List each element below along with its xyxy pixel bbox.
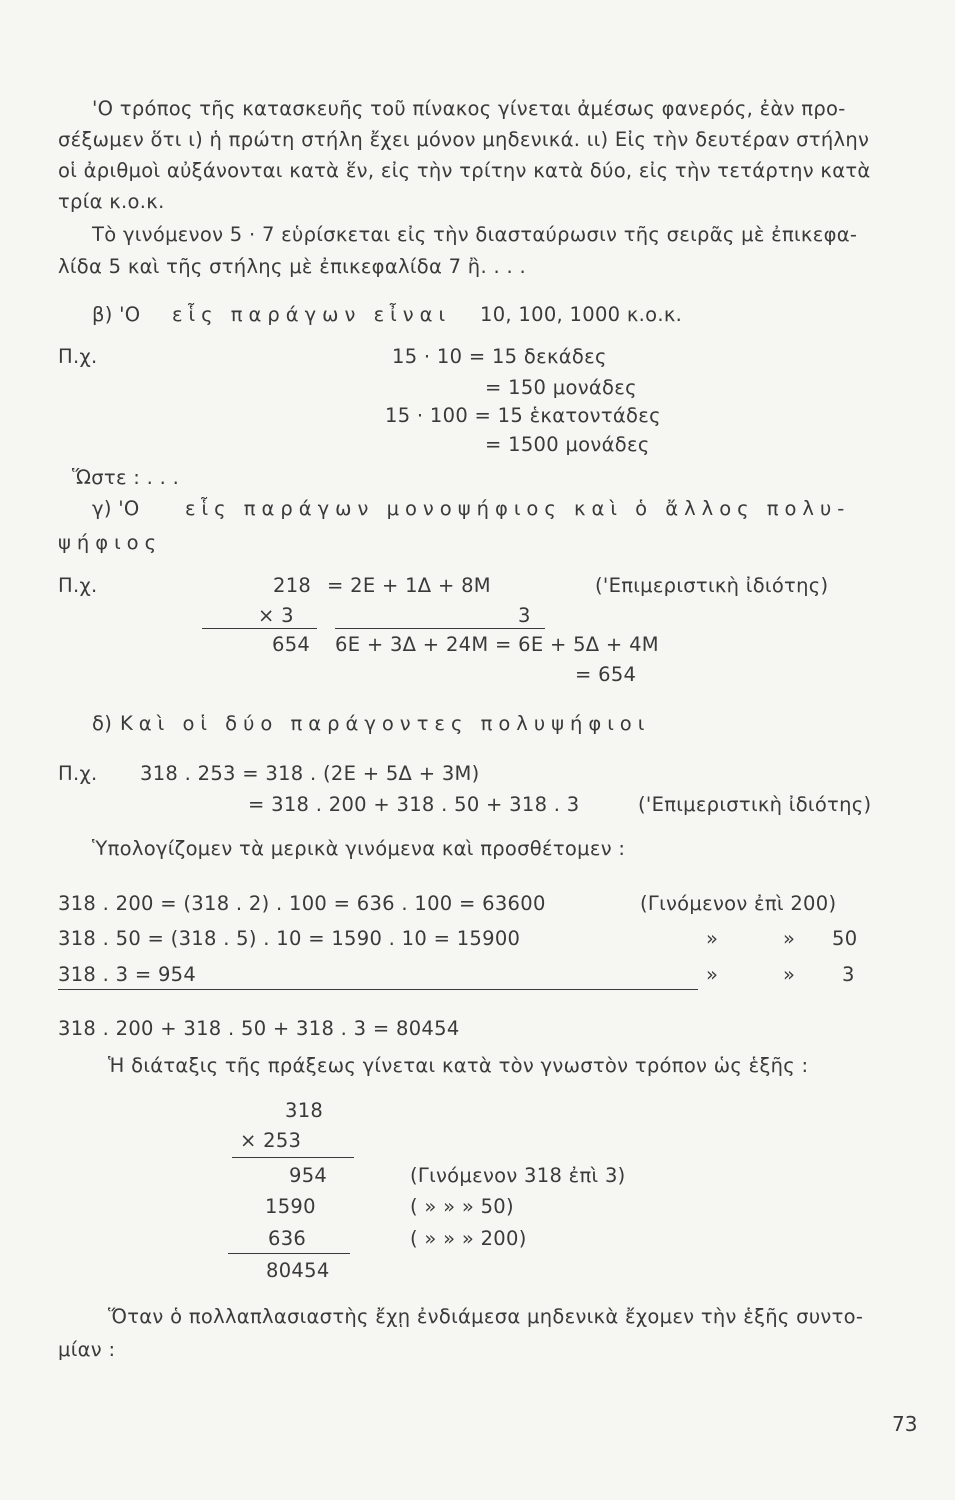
calc-note: (Γινόμενον ἐπὶ 200)	[640, 892, 837, 915]
long-mult-row: 954	[289, 1164, 328, 1187]
calc-note: »	[783, 927, 796, 950]
section-beta-label: β) 'Ο	[92, 303, 141, 326]
equation-line: 15 · 10 = 15 δεκάδες	[392, 345, 607, 368]
equation-line: 15 · 100 = 15 ἑκατοντάδες	[385, 404, 661, 427]
section-gamma-heading: εἷς παράγων μονοψήφιος καὶ ὁ ἄλλος πολυ-	[185, 497, 851, 520]
text-line: Ἡ διάταξις τῆς πράξεως γίνεται κατὰ τὸν γνωστὸν τρόπον ὡς ἑξῆς :	[108, 1054, 809, 1077]
text-line: μίαν :	[58, 1338, 116, 1361]
rule	[202, 628, 317, 629]
section-beta-values: 10, 100, 1000 κ.ο.κ.	[480, 303, 683, 326]
section-beta-heading: εἷς παράγων εἶναι	[172, 303, 452, 326]
expansion: = 2Ε + 1Δ + 8Μ	[327, 574, 491, 597]
calc-note: »	[706, 963, 719, 986]
long-mult-row: × 253	[240, 1129, 302, 1152]
note: ('Επιμεριστικὴ ἰδιότης)	[638, 793, 872, 816]
example-label: Π.χ.	[58, 345, 98, 368]
expansion: 6Ε + 3Δ + 24Μ = 6Ε + 5Δ + 4Μ	[335, 633, 659, 656]
rule	[335, 628, 545, 629]
text-line: Ὥστε : . . .	[72, 466, 180, 489]
example-label: Π.χ.	[58, 574, 98, 597]
multiplicand: 218	[273, 574, 312, 597]
product: 654	[272, 633, 311, 656]
section-delta-label: δ)	[92, 712, 113, 735]
calc-row: 318 . 50 = (318 . 5) . 10 = 1590 . 10 = 15900	[58, 927, 521, 950]
calc-row: 318 . 200 = (318 . 2) . 100 = 636 . 100 = 63600	[58, 892, 546, 915]
section-gamma-label: γ) 'Ο	[92, 497, 140, 520]
calc-sum: 318 . 200 + 318 . 50 + 318 . 3 = 80454	[58, 1017, 460, 1040]
rule	[58, 989, 698, 990]
equation-line: 318 . 253 = 318 . (2Ε + 5Δ + 3Μ)	[140, 762, 480, 785]
section-gamma-heading-cont: ψήφιος	[58, 531, 163, 554]
calc-note: 50	[832, 927, 858, 950]
page-number: 73	[892, 1412, 918, 1436]
long-mult-note: ( » » » 50)	[410, 1195, 514, 1218]
calc-note: »	[706, 927, 719, 950]
equation-line: = 318 . 200 + 318 . 50 + 318 . 3	[248, 793, 580, 816]
text-line: 'Ο τρόπος τῆς κατασκευῆς τοῦ πίνακος γίνεται ἀμέσως φανερός, ἐὰν προ-	[92, 97, 846, 120]
example-label: Π.χ.	[58, 762, 98, 785]
text-line: σέξωμεν ὅτι ι) ἡ πρώτη στήλη ἔχει μόνον μηδενικά. ιι) Εἰς τὴν δευτέραν στήλην	[58, 128, 870, 151]
multiplier: 3	[518, 604, 531, 627]
note: ('Επιμεριστικὴ ἰδιότης)	[595, 574, 829, 597]
calc-row: 318 . 3 = 954	[58, 963, 197, 986]
long-mult-row: 318	[285, 1099, 324, 1122]
equation-line: = 1500 μονάδες	[485, 433, 650, 456]
long-mult-result: 80454	[266, 1259, 330, 1282]
text-line: Τὸ γινόμενον 5 · 7 εὑρίσκεται εἰς τὴν διασταύρωσιν τῆς σειρᾶς μὲ ἐπικεφα-	[92, 223, 858, 246]
long-mult-row: 1590	[265, 1195, 316, 1218]
text-line: τρία κ.ο.κ.	[58, 190, 165, 213]
rule	[232, 1157, 354, 1158]
text-line: Ὅταν ὁ πολλαπλασιαστὴς ἔχῃ ἐνδιάμεσα μηδενικὰ ἔχομεν τὴν ἑξῆς συντο-	[108, 1305, 864, 1328]
text-line: λίδα 5 καὶ τῆς στήλης μὲ ἐπικεφαλίδα 7 ἢ. . . .	[58, 255, 526, 278]
long-mult-note: ( » » » 200)	[410, 1227, 527, 1250]
calc-note: »	[783, 963, 796, 986]
text-line: οἱ ἀριθμοὶ αὐξάνονται κατὰ ἕν, εἰς τὴν τρίτην κατὰ δύο, εἰς τὴν τετάρτην κατὰ	[58, 159, 871, 182]
product: = 654	[575, 663, 637, 686]
text-line: Ὑπολογίζομεν τὰ μερικὰ γινόμενα καὶ προσθέτομεν :	[92, 837, 626, 860]
calc-note: 3	[842, 963, 855, 986]
section-delta-heading: Καὶ οἱ δύο παράγοντες πολυψήφιοι	[120, 712, 651, 735]
long-mult-row: 636	[268, 1227, 307, 1250]
multiplier: × 3	[258, 604, 294, 627]
rule	[228, 1253, 350, 1254]
equation-line: = 150 μονάδες	[485, 376, 637, 399]
long-mult-note: (Γινόμενον 318 ἐπὶ 3)	[410, 1164, 626, 1187]
